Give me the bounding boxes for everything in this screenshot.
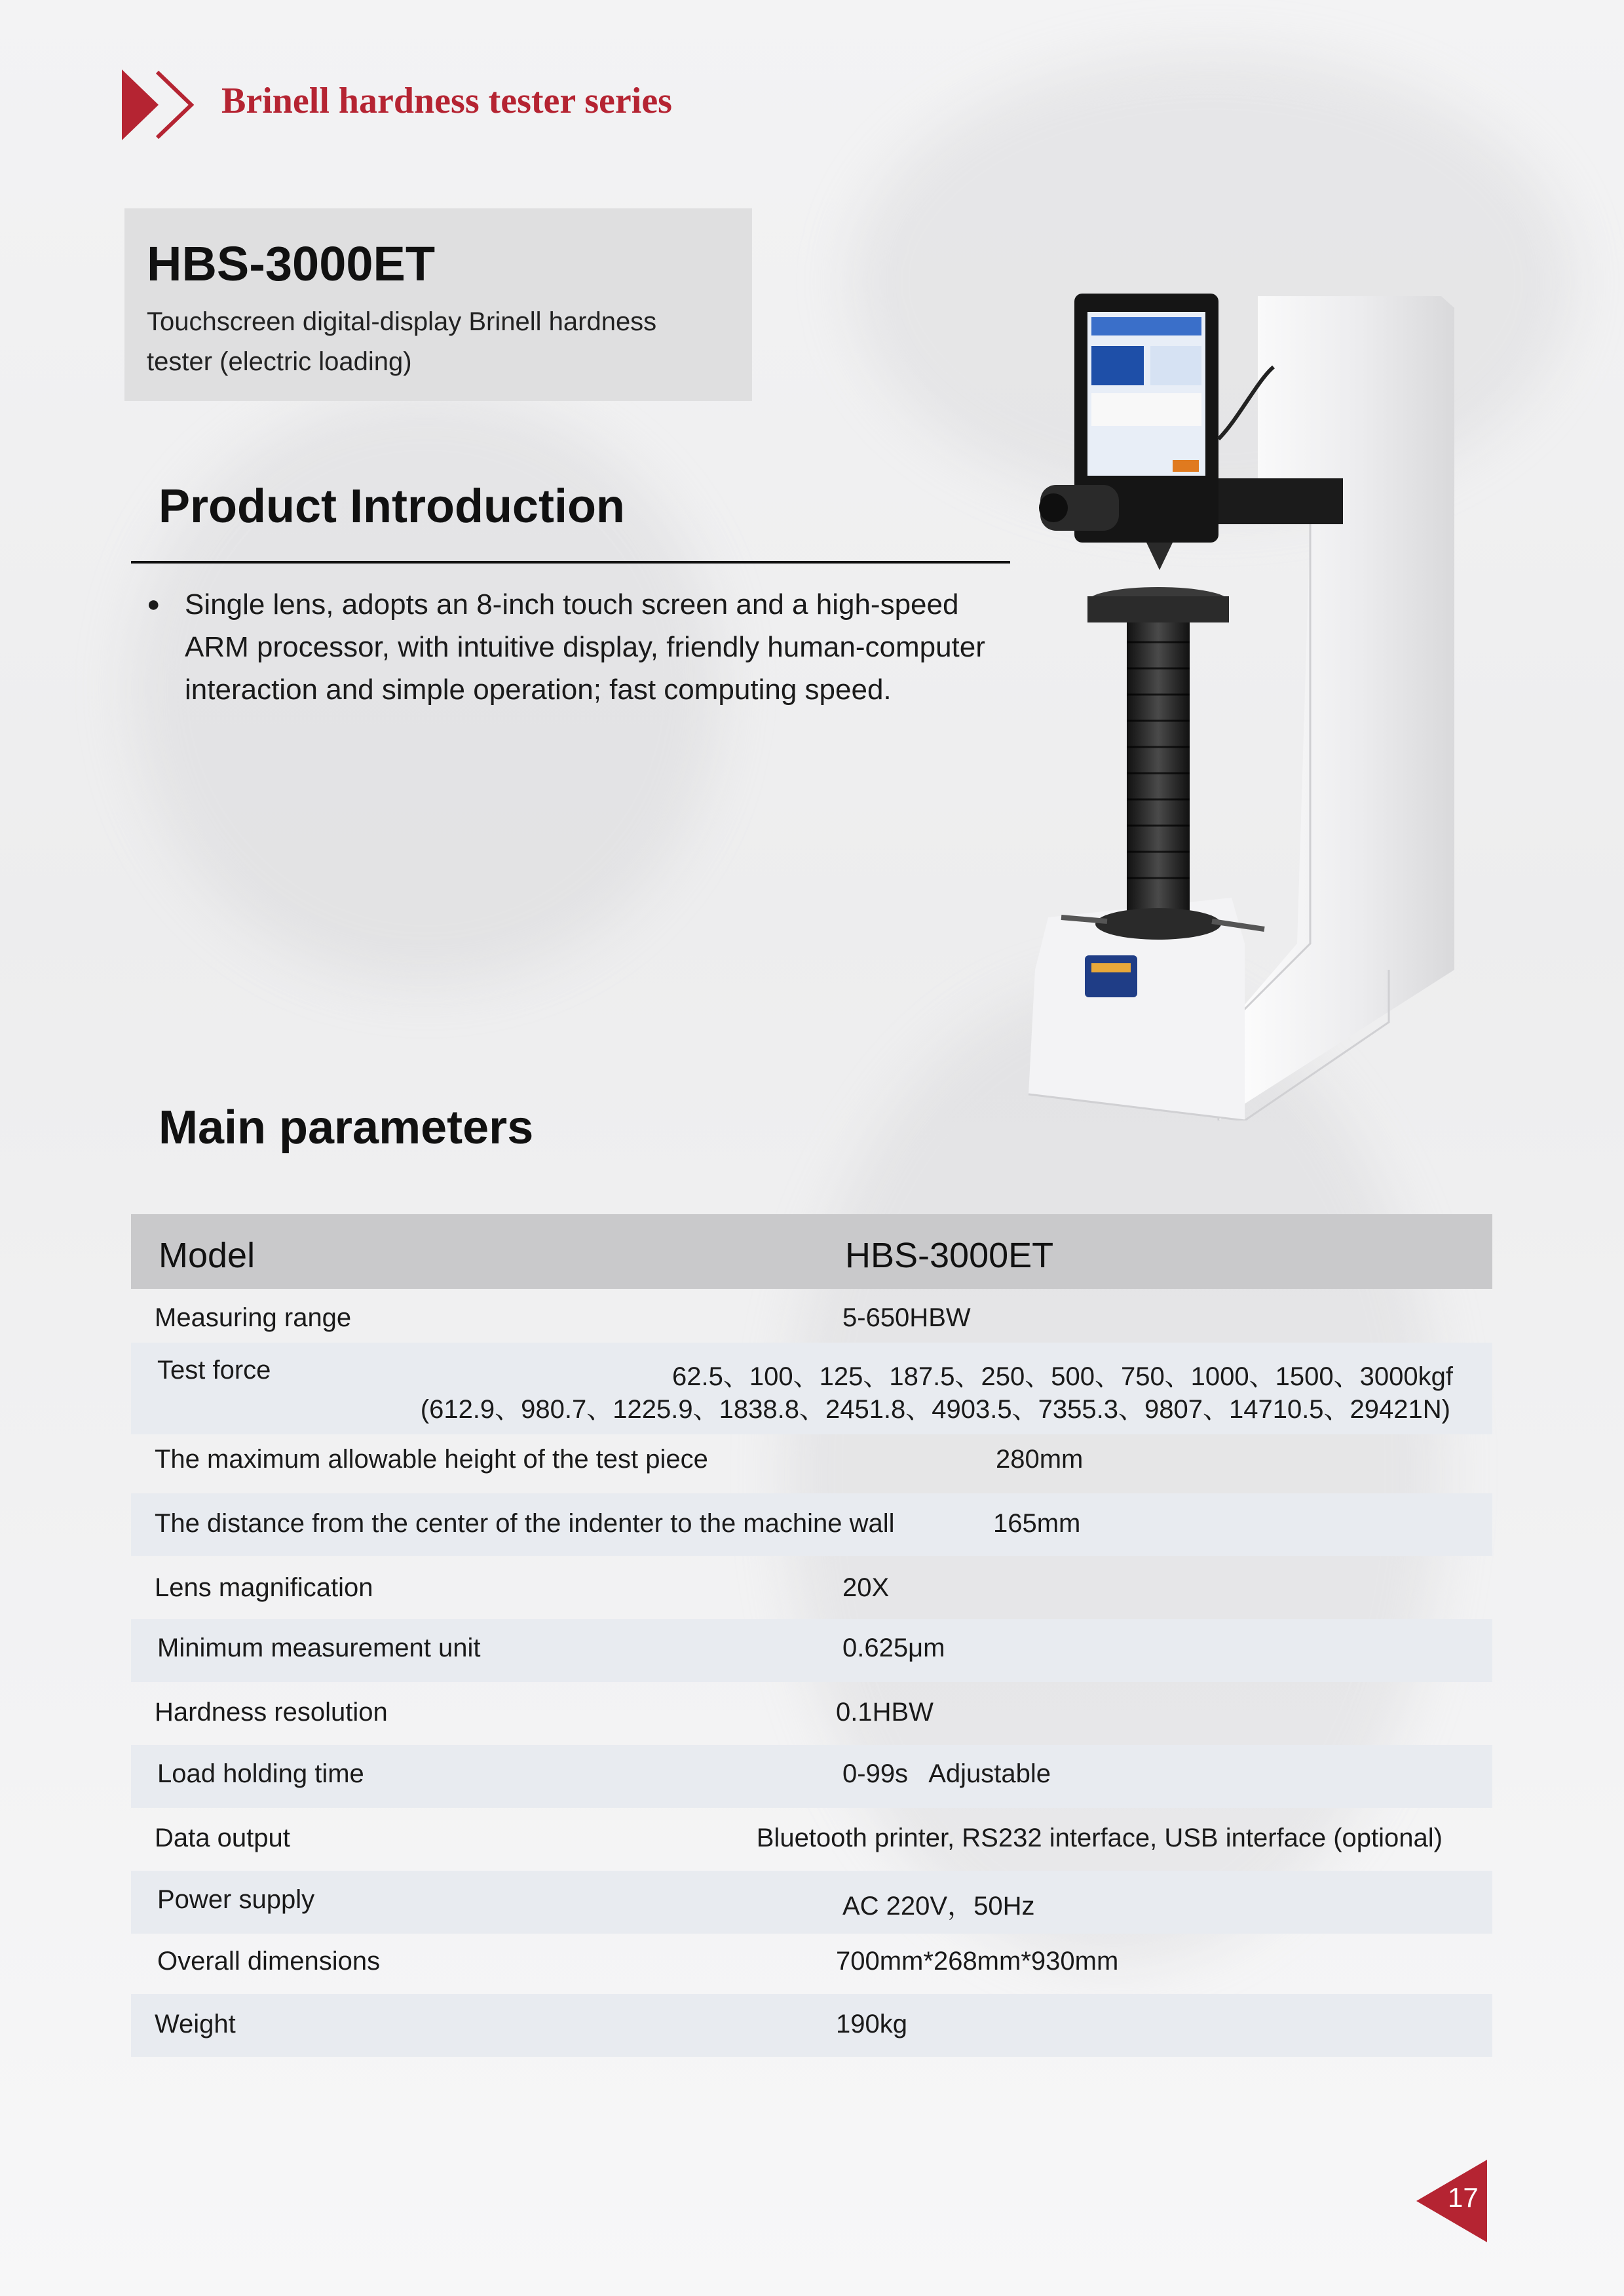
table-row xyxy=(131,1556,1492,1619)
row-value: 20X xyxy=(842,1573,890,1602)
row-value: 190kg xyxy=(836,2010,907,2038)
table-row xyxy=(131,1808,1492,1871)
table-row xyxy=(131,1871,1492,1934)
model-name: HBS-3000ET xyxy=(147,237,436,291)
table-row xyxy=(131,1682,1492,1745)
row-label: Load holding time xyxy=(157,1759,364,1788)
machine-image xyxy=(1022,288,1467,1120)
table-row xyxy=(131,1934,1492,1994)
table-row xyxy=(131,1434,1492,1493)
section-divider xyxy=(131,561,1010,564)
model-box xyxy=(124,208,752,401)
row-label: Minimum measurement unit xyxy=(157,1634,481,1662)
row-label: Lens magnification xyxy=(155,1573,373,1602)
intro-bullet xyxy=(147,583,991,711)
series-title: Brinell hardness tester series xyxy=(221,81,672,121)
page-number: 17 xyxy=(1448,2182,1479,2213)
row-label: The maximum allowable height of the test piece xyxy=(155,1445,708,1474)
row-value: Bluetooth printer, RS232 interface, USB interface (optional) xyxy=(756,1824,1443,1852)
row-value-line2: (612.9、980.7、1225.9、1838.8、2451.8、4903.5、7355.3、9807、14710.5、29421N) xyxy=(420,1395,1450,1424)
model-subtitle: Touchscreen digital-display Brinell hardness tester (electric loading) xyxy=(147,307,657,376)
intro-bullet-text: Single lens, adopts an 8-inch touch screen and a high-speed ARM processor, with intuitive display, friendly human-computer interaction and simple operation; fast computing speed. xyxy=(185,588,985,706)
row-value: 0.625μm xyxy=(842,1634,945,1662)
row-value: 280mm xyxy=(996,1445,1084,1474)
row-label: Data output xyxy=(155,1824,290,1852)
params-heading: Main parameters xyxy=(159,1101,534,1154)
row-label: The distance from the center of the indenter to the machine wall xyxy=(155,1509,895,1538)
parameters-table xyxy=(131,1214,1492,2057)
row-value: 165mm xyxy=(993,1509,1081,1538)
bullet-icon: ● xyxy=(147,592,161,617)
row-value: 0-99s Adjustable xyxy=(842,1759,1051,1788)
header-model-label: Model xyxy=(159,1236,255,1275)
row-label: Power supply xyxy=(157,1885,315,1914)
row-label: Measuring range xyxy=(155,1303,352,1332)
row-value: 0.1HBW xyxy=(836,1698,934,1727)
table-row xyxy=(131,1289,1492,1343)
table-row xyxy=(131,1493,1492,1556)
table-row xyxy=(131,1994,1492,2057)
row-label: Weight xyxy=(155,2010,236,2038)
row-label: Hardness resolution xyxy=(155,1698,388,1727)
series-chevron-icon xyxy=(121,68,197,142)
intro-heading: Product Introduction xyxy=(159,480,625,533)
table-header xyxy=(131,1214,1492,1289)
row-value: 62.5、100、125、187.5、250、500、750、1000、1500、3000kgf xyxy=(672,1362,1453,1391)
header-model-value: HBS-3000ET xyxy=(845,1236,1054,1275)
table-row xyxy=(131,1745,1492,1808)
row-value: 5-650HBW xyxy=(842,1303,971,1332)
row-value: 700mm*268mm*930mm xyxy=(836,1947,1119,1976)
table-row xyxy=(131,1619,1492,1682)
row-label: Test force xyxy=(157,1356,271,1385)
row-value: AC 220V，50Hz xyxy=(842,1892,1035,1921)
table-row xyxy=(131,1343,1492,1434)
row-label: Overall dimensions xyxy=(157,1947,381,1976)
